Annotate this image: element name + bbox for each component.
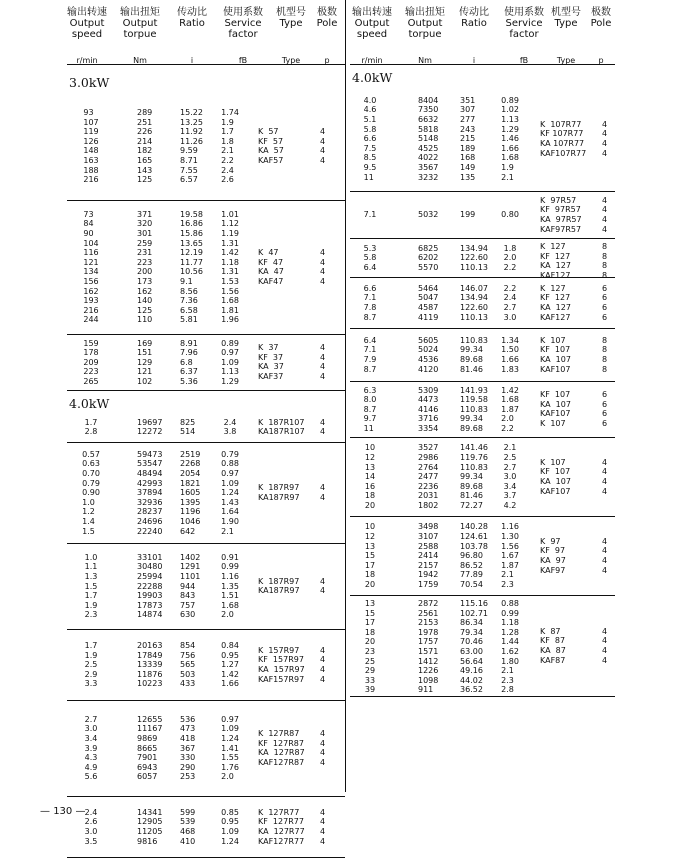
header-speed: 输出转速 Output speed r/min [352, 7, 392, 65]
speed-values: 10 12 13 14 16 18 20 [364, 443, 376, 510]
rating-group [350, 192, 615, 239]
sf-values: 1.34 1.50 1.66 1.83 [501, 335, 519, 374]
type-values: K 87 KF 87 KA 87 KAF87 [540, 626, 566, 665]
pole-values: 4 4 [320, 483, 326, 502]
speed-values: 2.7 3.0 3.4 3.9 4.3 4.9 5.6 [84, 714, 98, 782]
pole-values: 4 4 4 4 [320, 645, 326, 684]
sf-values: 2.1 2.5 2.7 3.0 3.4 3.7 4.2 [503, 443, 517, 510]
sf-values: 0.88 0.99 1.18 1.28 1.44 1.62 1.80 2.1 2.3 2.8 [501, 599, 519, 695]
header-pole: 极数 Pole p [316, 7, 338, 65]
header-ratio: 传动比 Ratio i [177, 7, 207, 65]
type-values: K 107 KF 107 KA 107 KAF107 [540, 335, 571, 374]
sf-values: 1.74 1.9 1.7 1.8 2.1 2.2 2.4 2.6 [221, 108, 239, 185]
pole-values: 4 4 4 4 [320, 729, 326, 768]
torque-values: 8404 7350 6632 5818 5148 4525 4022 3567 3232 [418, 95, 439, 182]
rating-group [67, 335, 345, 391]
pole-values: 4 4 [320, 576, 326, 596]
torque-values: 169 151 129 121 102 [137, 338, 153, 386]
page-number: — 130 — [40, 806, 86, 817]
speed-values: 1.0 1.1 1.3 1.5 1.7 1.9 2.3 [84, 552, 98, 620]
sf-values: 1.8 2.0 2.2 [503, 243, 517, 272]
torque-values: 5605 5024 4536 4120 [418, 335, 439, 374]
ratio-values: 141.46 119.76 110.83 99.34 89.68 81.46 72.27 [460, 443, 488, 510]
power-section-title [67, 65, 345, 93]
power-rating: 3.0kW [69, 75, 110, 90]
sf-values: 2.4 3.8 [223, 417, 237, 437]
pole-values: 4 4 4 4 [602, 626, 608, 665]
pole-values: 4 4 4 4 [602, 457, 608, 496]
rating-group [67, 544, 345, 630]
left-table [67, 0, 345, 858]
right-table-header [350, 0, 615, 65]
left-table-header [67, 0, 345, 65]
power-section-title [67, 391, 345, 413]
right-table [350, 0, 615, 697]
type-values: K 37 KF 37 KA 37 KAF37 [258, 343, 284, 382]
sf-values: 1.01 1.12 1.19 1.31 1.42 1.18 1.31 1.53 1.56 1.68 1.81 1.96 [221, 209, 239, 325]
type-values: K 57 KF 57 KA 57 KAF57 [258, 127, 284, 166]
pole-values: 4 4 4 4 [320, 248, 326, 287]
rating-group [67, 93, 345, 201]
power-rating: 4.0kW [352, 70, 393, 85]
type-values: K 97 KF 97 KA 97 KAF97 [540, 536, 566, 575]
rating-group [350, 239, 615, 278]
pole-values: 4 4 4 4 [602, 536, 608, 575]
speed-values: 1.7 1.9 2.5 2.9 3.3 [84, 641, 98, 689]
speed-values: 6.6 7.1 7.8 8.7 [363, 283, 377, 322]
speed-values: 7.1 [363, 210, 377, 220]
rating-group [350, 278, 615, 329]
torque-values: 20163 17849 13339 11876 10223 [137, 641, 163, 689]
rating-group [350, 382, 615, 438]
rating-group [350, 596, 615, 697]
rating-group [350, 87, 615, 192]
sf-values: 2.2 2.4 2.7 3.0 [503, 283, 517, 322]
ratio-values: 199 [460, 210, 476, 220]
right-table-body [350, 65, 615, 697]
speed-values: 2.4 2.6 3.0 3.5 [84, 807, 98, 846]
speed-values: 73 84 90 104 116 121 134 156 162 193 216 244 [83, 209, 99, 325]
sf-values: 0.89 0.97 1.09 1.13 1.29 [221, 338, 239, 386]
sf-values: 0.97 1.09 1.24 1.41 1.55 1.76 2.0 [221, 714, 239, 782]
type-values: K 127R77 KF 127R77 KA 127R77 KAF127R77 [258, 807, 305, 846]
type-values: K 127 KF 127 KA 127 KAF127 [540, 242, 571, 280]
sf-values: 0.85 0.95 1.09 1.24 [221, 807, 239, 846]
torque-values: 5032 [418, 210, 439, 220]
sf-values: 0.84 0.95 1.27 1.42 1.66 [221, 641, 239, 689]
sf-values: 0.79 0.88 0.97 1.09 1.24 1.43 1.64 1.90 2.1 [221, 449, 239, 536]
pole-values: 4 4 4 4 [320, 807, 326, 846]
rating-group [67, 630, 345, 701]
torque-values: 12655 11167 9869 8665 7901 6943 6057 [137, 714, 163, 782]
ratio-values: 825 514 [180, 417, 196, 437]
rating-group [67, 701, 345, 797]
ratio-values: 110.83 99.34 89.68 81.46 [460, 335, 488, 374]
speed-values: 1.7 2.8 [84, 417, 98, 437]
rating-group [67, 797, 345, 858]
ratio-values: 134.94 122.60 110.13 [460, 243, 488, 272]
torque-values: 5464 5047 4587 4119 [418, 283, 439, 322]
ratio-values: 854 756 565 503 433 [180, 641, 196, 689]
ratio-values: 536 473 418 367 330 290 253 [180, 714, 196, 782]
torque-values: 14341 12905 11205 9816 [137, 807, 163, 846]
speed-values: 4.0 4.6 5.1 5.8 6.6 7.5 8.5 9.5 11 [363, 95, 377, 182]
left-table-body [67, 65, 345, 858]
type-values: K 127R87 KF 127R87 KA 127R87 KAF127R87 [258, 729, 305, 768]
ratio-values: 351 307 277 243 215 189 168 149 135 [460, 95, 476, 182]
header-type: 机型号 Type Type [551, 7, 581, 65]
ratio-values: 8.91 7.96 6.8 6.37 5.36 [180, 338, 198, 386]
ratio-values: 19.58 16.86 15.86 13.65 12.19 11.77 10.56 9.1 8.56 7.36 6.58 5.81 [180, 209, 203, 325]
pole-values: 4 4 4 4 [602, 119, 608, 158]
ratio-values: 141.93 119.58 110.83 99.34 89.68 [460, 385, 488, 433]
type-values: K 187R97 KA187R97 [258, 576, 300, 596]
header-pole: 极数 Pole p [590, 7, 612, 65]
torque-values: 6825 6202 5570 [418, 243, 439, 272]
type-values: K 107 KF 107 KA 107 KAF107 [540, 457, 571, 496]
type-values: K 47 KF 47 KA 47 KAF47 [258, 248, 284, 287]
header-service-factor: 使用系数 Service factor fB [223, 7, 263, 65]
torque-values: 59473 53547 48494 42993 37894 32936 28237 24696 22240 [137, 449, 163, 536]
rating-group [350, 517, 615, 596]
pole-values: 6 6 6 6 [602, 283, 608, 322]
torque-values: 371 320 301 259 231 223 200 173 162 140 125 110 [137, 209, 153, 325]
sf-values: 0.91 0.99 1.16 1.35 1.51 1.68 2.0 [221, 552, 239, 620]
torque-values: 5309 4473 4146 3716 3354 [418, 385, 439, 433]
header-torque: 输出扭矩 Output torpue Nm [120, 7, 160, 65]
sf-values: 0.80 [501, 210, 519, 220]
rating-group [67, 443, 345, 544]
pole-values: 8 8 8 8 [602, 335, 608, 374]
sf-values: 0.89 1.02 1.13 1.29 1.46 1.66 1.68 1.9 2.1 [501, 95, 519, 182]
ratio-values: 140.28 124.61 103.78 96.80 86.52 77.89 70.54 [460, 522, 488, 589]
speed-values: 13 15 17 18 20 23 25 29 33 39 [364, 599, 376, 695]
header-ratio: 传动比 Ratio i [459, 7, 489, 65]
torque-values: 19697 12272 [137, 417, 163, 437]
sf-values: 1.16 1.30 1.56 1.67 1.87 2.1 2.3 [501, 522, 519, 589]
speed-values: 10 12 13 15 17 18 20 [364, 522, 376, 589]
rating-group [67, 201, 345, 335]
type-values: K 97R57 KF 97R57 KA 97R57 KAF97R57 [540, 195, 582, 234]
type-values: K 107R77 KF 107R77 KA 107R77 KAF107R77 [540, 119, 587, 158]
header-service-factor: 使用系数 Service factor fB [504, 7, 544, 65]
ratio-values: 146.07 134.94 122.60 110.13 [460, 283, 488, 322]
speed-values: 159 178 209 223 265 [83, 338, 99, 386]
pole-values: 4 4 4 4 [320, 343, 326, 382]
speed-values: 6.3 8.0 8.7 9.7 11 [363, 385, 377, 433]
torque-values: 3498 3107 2588 2414 2157 1942 1759 [418, 522, 439, 589]
ratio-values: 115.16 102.71 86.34 79.34 70.46 63.00 56.64 49.16 44.02 36.52 [460, 599, 488, 695]
torque-values: 33101 30480 25994 22288 19903 17873 14874 [137, 552, 163, 620]
pole-values: 4 4 [320, 417, 326, 437]
power-section-title [350, 65, 615, 87]
torque-values: 289 251 226 214 182 165 143 125 [137, 108, 153, 185]
type-values: K 187R107 KA187R107 [258, 417, 305, 437]
speed-values: 0.57 0.63 0.70 0.79 0.90 1.0 1.2 1.4 1.5 [82, 449, 100, 536]
speed-values: 5.3 5.8 6.4 [363, 243, 377, 272]
type-values: K 127 KF 127 KA 127 KAF127 [540, 283, 571, 322]
header-torque: 输出扭矩 Output torpue Nm [405, 7, 445, 65]
speed-values: 6.4 7.1 7.9 8.7 [363, 335, 377, 374]
rating-group [350, 438, 615, 517]
type-values: KF 107 KA 107 KAF107 K 107 [540, 390, 571, 429]
pole-values: 4 4 4 4 [320, 127, 326, 166]
pole-values: 8 8 8 8 [602, 242, 608, 280]
ratio-values: 2519 2268 2054 1821 1605 1395 1196 1046 642 [180, 449, 201, 536]
pole-values: 6 6 6 6 [602, 390, 608, 429]
header-speed: 输出转速 Output speed r/min [67, 7, 107, 65]
type-values: K 157R97 KF 157R97 KA 157R97 KAF157R97 [258, 645, 305, 684]
rating-group [67, 413, 345, 443]
pole-values: 4 4 4 4 [602, 195, 608, 234]
ratio-values: 1402 1291 1101 944 843 757 630 [180, 552, 201, 620]
column-divider [345, 0, 346, 792]
sf-values: 1.42 1.68 1.87 2.0 2.2 [501, 385, 519, 433]
ratio-values: 599 539 468 410 [180, 807, 196, 846]
speed-values: 93 107 119 126 148 163 188 216 [83, 108, 99, 185]
header-type: 机型号 Type Type [276, 7, 306, 65]
ratio-values: 15.22 13.25 11.92 11.26 9.59 8.71 7.55 6.57 [180, 108, 203, 185]
type-values: K 187R97 KA187R97 [258, 483, 300, 502]
torque-values: 2872 2561 2153 1978 1757 1571 1412 1226 1098 911 [418, 599, 439, 695]
rating-group [350, 329, 615, 382]
power-rating: 4.0kW [69, 396, 110, 411]
torque-values: 3527 2986 2764 2477 2236 2031 1802 [418, 443, 439, 510]
